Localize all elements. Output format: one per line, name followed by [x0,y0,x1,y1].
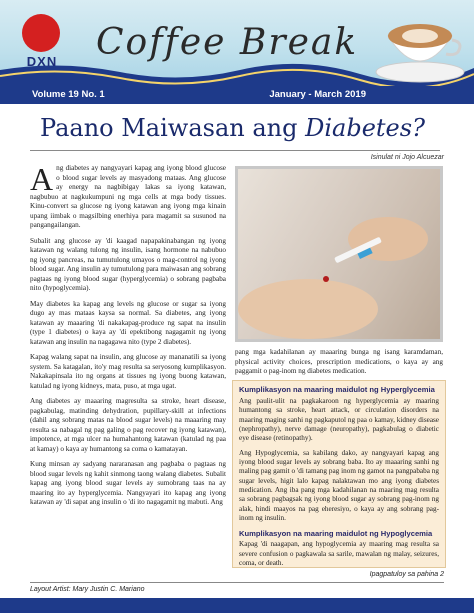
article-headline: Paano Maiwasan ang Diabetes? [40,114,425,142]
volume-label: Volume 19 No. 1 [32,89,105,100]
layout-artist: Layout Artist: Mary Justin C. Mariano [30,586,145,593]
paragraph: pang mga kadahilanan ay maaaring bunga ng isang karamdaman, physical activity choices, prescription medications, o kaya ay ang paggamit o pag-inom ng diabetes medication. [235,348,443,375]
article-column-right [235,348,443,381]
paragraph: Ang paulit-ulit na pagkakaroon ng hyperglycemia ay maaring humantong sa stroke, heart attack, or circulation disorders na maaring maging sanhi ng pagkaputol ng paa o kamay, kidney disease (nephropathy), nerve damage (neuropathy), pagkabulag o diabetic eye disease (retinopathy). [239,396,439,443]
box-heading-hypoglycemia: Kumplikasyon na maaring maidulot ng Hypoglycemia [239,528,433,538]
glucose-test-photo [235,166,443,342]
coffee-cup-image [374,6,466,86]
footer-bar [0,598,474,613]
publication-title: Coffee Break [96,22,359,63]
headline-rule [30,150,440,151]
paragraph: Ang diabetes ay nangyayari kapag ang iyong blood glucose o blood sugar levels ay masyadong mataas. Ang glucose ay energy na nagbibigay lakas sa iyong katawan, nagbubuo at nagkukumpuni ng mga cells at mga body tissues. Kinu-convert sa glucose ng iyong katawan ang iyong mga kinain upang iimbak o magsilbing enerhiya para magamit sa susunod na pangangailangan. [30,161,226,229]
article-column-left [30,161,226,514]
paragraph: Kung minsan ay sadyang nararanasan ang pagbaba o pagtaas ng blood sugar levels ng kahit sinmong taong walang diabetes. Subalit kapag ang iyong blood sugar levels ay sumobrang taas na ay maaring ito ay hyperglycemia. Nangyayari ito kapag ang iyong katawan ay 'di sapat ang insulin o 'di ito nagagamit ng mabuti. Ang [30,460,226,506]
complications-box [232,380,446,568]
masthead-banner [0,0,474,86]
drop-cap: A [30,161,54,197]
paragraph: Kapag 'di naagapan, ang hypoglycemia ay maaring mag resulta sa severe confusion o pagkawala sa sarile, mawalan ng malay, seizures, coma, or death. [239,540,439,568]
box-heading-hyperglycemia: Kumplikasyon na maaring maidulot ng Hyperglycemia [239,385,435,394]
byline: Isinulat ni Jojo Alcuezar [370,154,444,161]
volume-bar [0,86,474,104]
paragraph: Ang diabetes ay maaaring magresulta sa stroke, heart disease, pagkabulag, matinding dehydration, pupillary-skill at infections (dahil ang sobrang matas na blood sugar levels) na maaaring may resulta sa nabagal ng pag galing o pag recover ng iyong katawan), impotence, at mga ulcer na humahantong katawan (katulad ng paa at kamay) o kaya ay humantong sa coma o kamatayan. [30,397,226,453]
issue-date: January - March 2019 [269,89,366,100]
continued-note: Ipagpatuloy sa pahina 2 [369,571,444,578]
footer-rule [30,582,444,583]
paragraph: May diabetes ka kapag ang levels ng glucose or sugar sa iyong dugo ay mas mataas kaysa sa normal. Sa diabetes, ang iyong katawan ay maaaring 'di nakakapag-produce ng sapat na insulin (type 1 diabetes) o kaya ay 'di epektibong nagagamit ng iyong katawan ang insulin na nagagawa nito (type 2 diabetes). [30,299,226,346]
paragraph: Subalit ang glucose ay 'di kaagad napapakinabangan ng iyong katawan ng walang tulong ng insulin, isang hormone na nabubuo ng iyong pancreas, na tumutulong umayos o mag-control ng iyong blood sugar. Ang insulin ay tumutulong para maiwasan ang sobrang pagtaas ng iyong blood sugar (hyperglycemia) o sobrang pagbaba nito (hypoglycemia). [30,236,226,292]
paragraph: Kapag walang sapat na insulin, ang glucose ay mananatili sa iyong system. Sa katagalan, ito'y mag resulta sa seryosong kumplikasyon. Nakakapinsala ito ng organs at tissues ng iyong buong katawan, katulad ng iyong kidneys, mata, puso, at mga ugat. [30,353,226,390]
paragraph: Ang Hypoglycemia, sa kabilang dako, ay nangyayari kapag ang iyong blood sugar levels ay sobrang baba. Ito ay maaaring sanhi ng maling pag gamit o 'di tamang pag inom ng gamot na pangpababa ng sugar levels, higit lalo kapag nalaktawan mo ang iyong diabetes medication. Ang iba pang mga kadahilanan na maaring mag resulta sa sobrang pagbagsak ng iyong blood sugar ay sobrang pag-inom ng alak, hindi maayos na pag eheresiyo, o kaya ay ang sobrang pag-inom ng insulin. [239,448,439,523]
dxn-logo: DXN [14,10,66,72]
